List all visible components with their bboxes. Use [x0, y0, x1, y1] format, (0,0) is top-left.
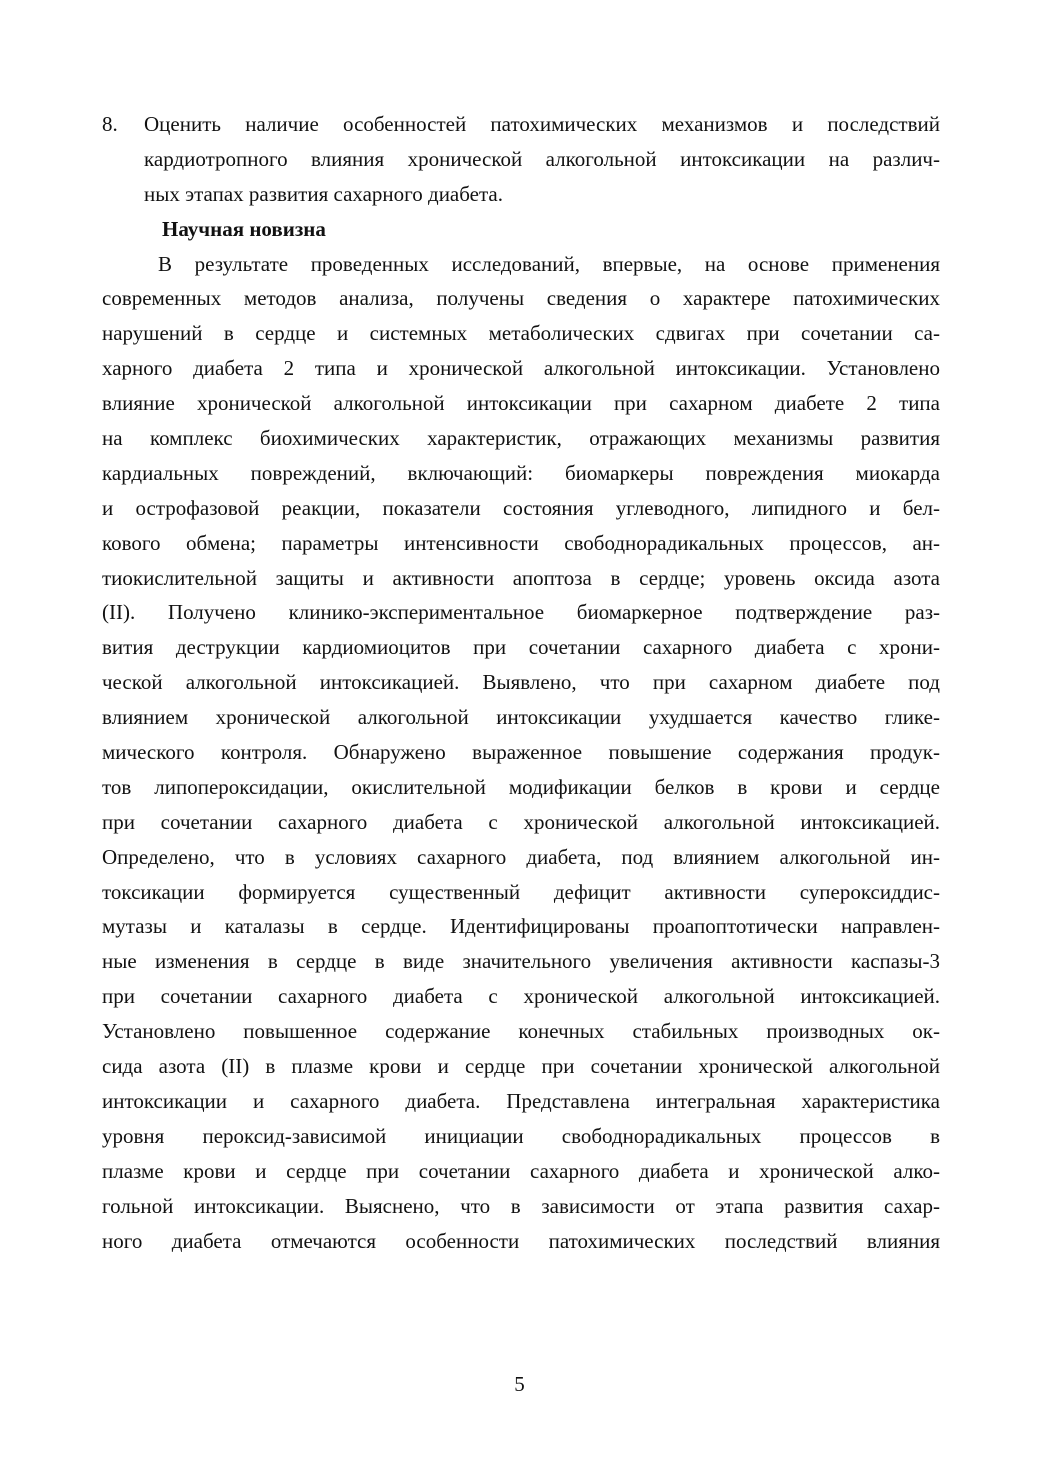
paragraph-line: нарушений в сердце и системных метаболических сдвигах при сочетании са- [102, 321, 940, 346]
list-item-line: кардиотропного влияния хронической алкогольной интоксикации на различ- [144, 146, 940, 171]
list-item-number: 8. [102, 112, 118, 136]
paragraph-line: уровня пероксид-зависимой инициации свободнорадикальных процессов в [102, 1123, 940, 1148]
page-number: 5 [514, 1372, 525, 1396]
paragraph-line: кардиальных повреждений, включающий: биомаркеры повреждения миокарда [102, 460, 940, 485]
paragraph-line: ческой алкогольной интоксикацией. Выявлено, что при сахарном диабете под [102, 670, 940, 695]
paragraph-line: вития деструкции кардиомиоцитов при сочетании сахарного диабета с хрони- [102, 635, 940, 660]
paragraph-line: тиокислительной защиты и активности апоптоза в сердце; уровень оксида азота [102, 565, 940, 590]
paragraph-line: мического контроля. Обнаружено выраженное повышение содержания продук- [102, 740, 940, 765]
paragraph-line: В результате проведенных исследований, впервые, на основе применения [158, 251, 940, 276]
paragraph-line: токсикации формируется существенный дефицит активности супероксиддис- [102, 879, 940, 904]
paragraph-line: ного диабета отмечаются особенности патохимических последствий влияния [102, 1228, 940, 1253]
paragraph-line: кового обмена; параметры интенсивности свободнорадикальных процессов, ан- [102, 530, 940, 555]
paragraph-line: Установлено повышенное содержание конечных стабильных производных ок- [102, 1019, 940, 1044]
section-paragraph [102, 247, 940, 1259]
paragraph-line: сида азота (II) в плазме крови и сердце при сочетании хронической алкогольной [102, 1054, 940, 1079]
paragraph-line: и острофазовой реакции, показатели состояния углеводного, липидного и бел- [102, 495, 940, 520]
paragraph-line: гольной интоксикации. Выяснено, что в зависимости от этапа развития сахар- [102, 1193, 940, 1218]
paragraph-line: интоксикации и сахарного диабета. Представлена интегральная характеристика [102, 1088, 940, 1113]
paragraph-line: влияние хронической алкогольной интоксикации при сахарном диабете 2 типа [102, 391, 940, 416]
list-item-line: ных этапах развития сахарного диабета. [144, 181, 503, 206]
paragraph-line: плазме крови и сердце при сочетании сахарного диабета и хронической алко- [102, 1158, 940, 1183]
paragraph-line: современных методов анализа, получены сведения о характере патохимических [102, 286, 940, 311]
list-item-line [102, 107, 940, 142]
paragraph-line: Определено, что в условиях сахарного диабета, под влиянием алкогольной ин- [102, 844, 940, 869]
paragraph-line: харного диабета 2 типа и хронической алкогольной интоксикации. Установлено [102, 356, 940, 381]
list-item-8 [102, 107, 940, 212]
paragraph-line: ные изменения в сердце в виде значительного увеличения активности каспазы-3 [102, 949, 940, 974]
paragraph-line: на комплекс биохимических характеристик, отражающих механизмы развития [102, 426, 940, 451]
list-item-text: Оценить наличие особенностей патохимических механизмов и последствий [144, 112, 940, 136]
paragraph-line: при сочетании сахарного диабета с хронической алкогольной интоксикацией. [102, 809, 940, 834]
paragraph-line: (II). Получено клинико-экспериментальное биомаркерное подтверждение раз- [102, 600, 940, 625]
paragraph-line: тов липопероксидации, окислительной модификации белков в крови и сердце [102, 774, 940, 799]
paragraph-line: влиянием хронической алкогольной интоксикации ухудшается качество глике- [102, 705, 940, 730]
section-heading: Научная новизна [162, 216, 326, 241]
paragraph-line: при сочетании сахарного диабета с хронической алкогольной интоксикацией. [102, 984, 940, 1009]
page-content [102, 107, 940, 1258]
paragraph-line: мутазы и каталазы в сердце. Идентифицированы проапоптотически направлен- [102, 914, 940, 939]
